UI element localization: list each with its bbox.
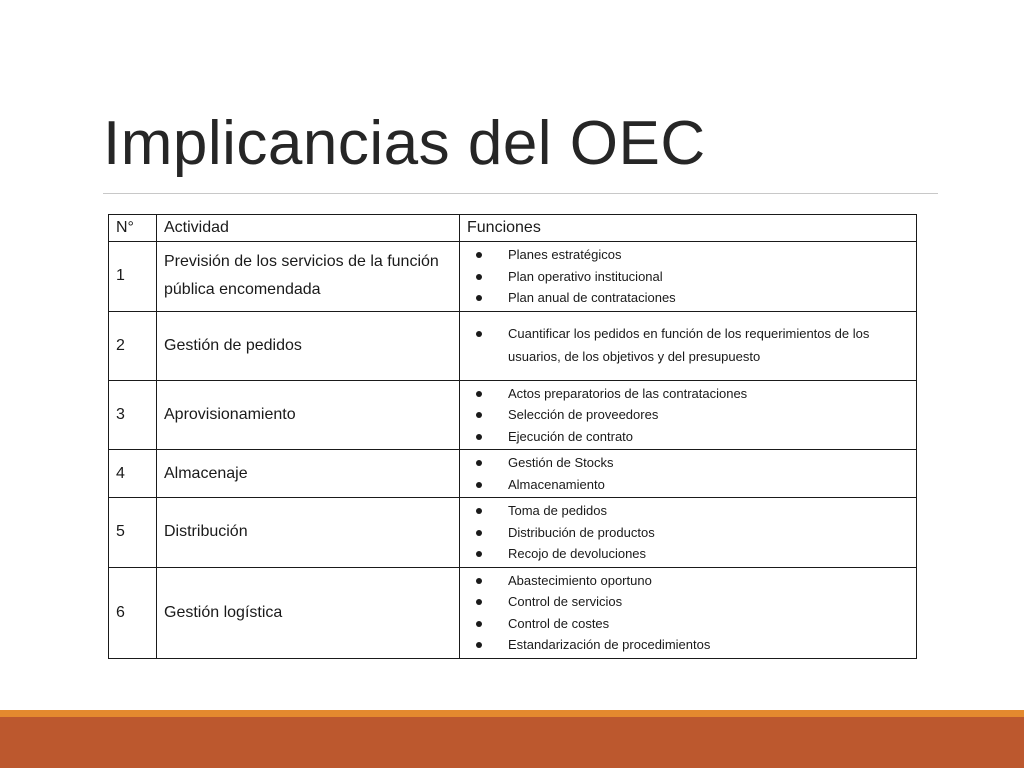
table-row — [109, 242, 917, 312]
row-activity: Aprovisionamiento — [157, 380, 460, 450]
table-row — [109, 498, 917, 568]
row-number: 2 — [109, 311, 157, 380]
footer-bar — [0, 717, 1024, 768]
row-functions — [460, 450, 917, 498]
table-row — [109, 567, 917, 658]
function-item: Plan operativo institucional — [466, 266, 908, 288]
function-item: Almacenamiento — [466, 474, 908, 496]
row-number: 6 — [109, 567, 157, 658]
function-item: Toma de pedidos — [466, 500, 908, 522]
function-item: Gestión de Stocks — [466, 452, 908, 474]
function-item: Abastecimiento oportuno — [466, 570, 908, 592]
footer-accent-bar — [0, 710, 1024, 717]
header-activity: Actividad — [157, 215, 460, 242]
table-row — [109, 311, 917, 380]
header-functions: Funciones — [460, 215, 917, 242]
function-item: Control de costes — [466, 613, 908, 635]
function-list — [466, 452, 908, 495]
table-header-row — [109, 215, 917, 242]
page-title: Implicancias del OEC — [103, 109, 706, 178]
row-number: 3 — [109, 380, 157, 450]
function-item: Control de servicios — [466, 591, 908, 613]
function-item: Selección de proveedores — [466, 404, 908, 426]
title-divider — [103, 193, 938, 194]
function-item: Recojo de devoluciones — [466, 543, 908, 565]
function-item: Actos preparatorios de las contrataciones — [466, 383, 908, 405]
row-activity: Previsión de los servicios de la función pública encomendada — [157, 242, 460, 312]
function-list — [466, 570, 908, 656]
function-list — [466, 383, 908, 448]
function-item: Plan anual de contrataciones — [466, 287, 908, 309]
row-functions — [460, 242, 917, 312]
table-row — [109, 450, 917, 498]
table-row — [109, 380, 917, 450]
row-functions — [460, 311, 917, 380]
row-number: 4 — [109, 450, 157, 498]
function-item: Ejecución de contrato — [466, 426, 908, 448]
row-functions — [460, 498, 917, 568]
row-functions — [460, 567, 917, 658]
function-item: Planes estratégicos — [466, 244, 908, 266]
header-num: N° — [109, 215, 157, 242]
row-number: 1 — [109, 242, 157, 312]
row-number: 5 — [109, 498, 157, 568]
function-list — [466, 244, 908, 309]
function-item: Cuantificar los pedidos en función de los requerimientos de los usuarios, de los objetivos y del presupuesto — [466, 323, 908, 368]
row-functions — [460, 380, 917, 450]
row-activity: Almacenaje — [157, 450, 460, 498]
function-item: Distribución de productos — [466, 522, 908, 544]
row-activity: Gestión de pedidos — [157, 311, 460, 380]
function-list — [466, 323, 908, 368]
row-activity: Gestión logística — [157, 567, 460, 658]
function-item: Estandarización de procedimientos — [466, 634, 908, 656]
function-list — [466, 500, 908, 565]
oec-table — [108, 214, 917, 659]
row-activity: Distribución — [157, 498, 460, 568]
